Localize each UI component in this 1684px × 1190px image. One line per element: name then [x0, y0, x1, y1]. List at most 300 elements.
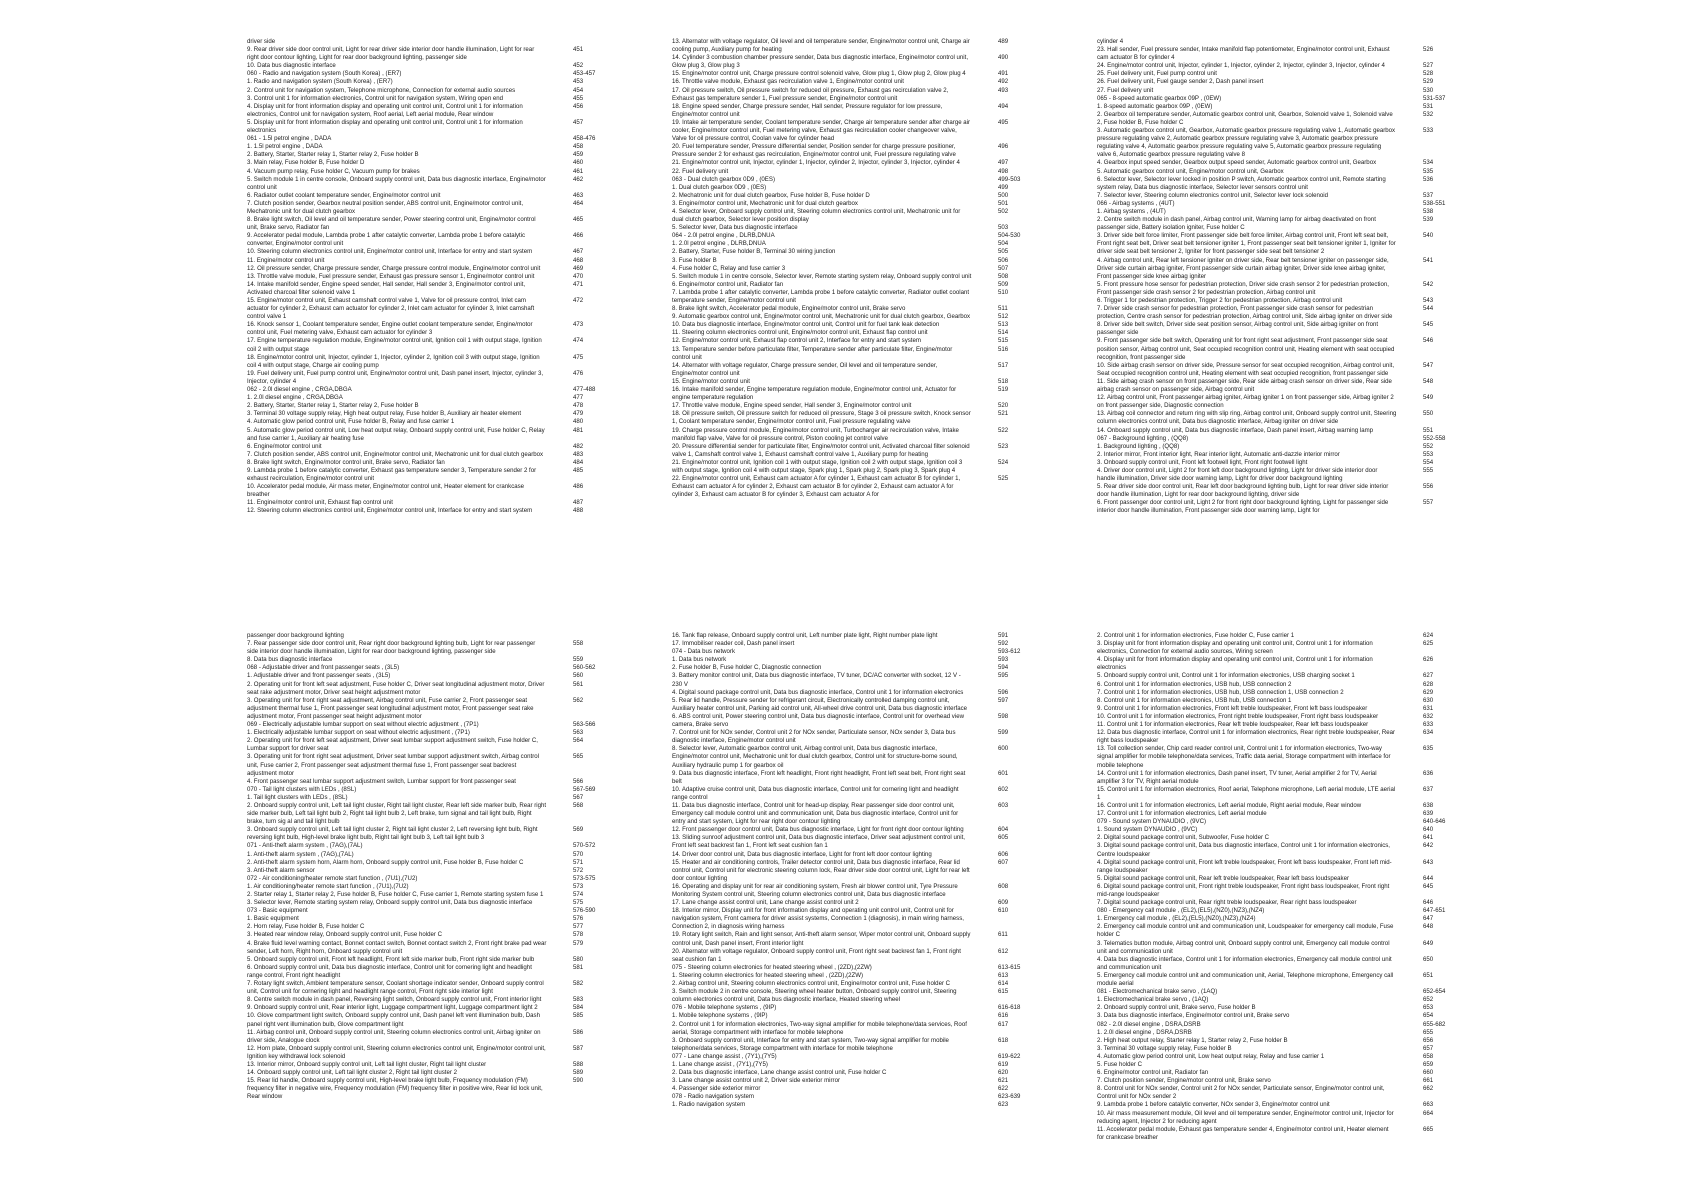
entry-page-number: 649	[1423, 939, 1434, 947]
entry-page-number: 542	[1423, 280, 1434, 288]
entry-text: driver side	[247, 38, 276, 45]
index-entry	[1097, 232, 1442, 256]
index-entry	[247, 95, 592, 103]
entry-page-number: 457	[573, 118, 584, 126]
entry-page-number: 557	[1423, 499, 1434, 507]
index-entry	[1097, 907, 1446, 915]
index-entry	[1097, 443, 1442, 451]
index-entry	[247, 200, 592, 216]
entry-page-number: 567-569	[573, 785, 596, 793]
entry-page-number: 636	[1423, 769, 1434, 777]
entry-text: 4. Display unit for front information display and operating unit control unit, Control unit 1 for information electronics	[1097, 656, 1373, 672]
index-entry	[672, 1061, 1017, 1069]
entry-page-number: 626	[1423, 656, 1434, 664]
entry-page-number: 606	[998, 850, 1009, 858]
entry-text: 8. Brake light switch, Accelerator pedal module, Engine/motor control unit, Brake servo	[672, 305, 906, 313]
entry-page-number: 537	[1423, 191, 1434, 199]
entry-text: 14. Alternator with voltage regulator, Charge pressure sender, Oil level and oil temperature sender, Engine/motor control unit	[672, 361, 938, 377]
entry-page-number: 641	[1423, 834, 1434, 842]
entry-page-number: 655	[1423, 1028, 1434, 1036]
entry-page-number: 522	[998, 426, 1009, 434]
index-entry	[672, 648, 1021, 656]
entry-page-number: 513	[998, 321, 1009, 329]
entry-text: 1. Electromechanical brake servo , (1AQ)	[1097, 996, 1209, 1004]
index-entry	[247, 459, 592, 467]
entry-text: 19. Intake air temperature sender, Coolant temperature sender, Charge air temperature sender after charge air cooler, Engine/motor control unit, Fuel metering valve, Exhaust gas recirculation cooler changeover valve, Valve for oil pressure control, Coolan valve for cylinder head	[672, 118, 971, 143]
entry-page-number: 496	[998, 143, 1009, 151]
index-entry	[672, 948, 1017, 964]
entry-page-number: 508	[998, 272, 1009, 280]
entry-page-number: 613-615	[998, 963, 1021, 971]
entry-text: 2. High heat output relay, Starter relay 1, Starter relay 2, Fuse holder B	[1097, 1036, 1288, 1044]
entry-text: 24. Engine/motor control unit, Injector, cylinder 1, Injector, cylinder 2, Injector, cylinder 3, Injector, cylinder 4	[1097, 62, 1385, 70]
entry-text: 10. Steering column electronics control unit, Engine/motor control unit, Interface for entry and start system	[247, 248, 533, 256]
index-entry	[1097, 451, 1442, 459]
index-entry	[672, 980, 1017, 988]
index-entry	[1097, 915, 1442, 923]
index-entry	[672, 232, 1021, 240]
entry-text: 4. Digital sound package control unit, Data bus diagnostic interface, Control unit 1 for information electronics	[672, 688, 964, 696]
entry-page-number: 561	[573, 680, 584, 688]
entry-page-number: 607	[998, 858, 1009, 866]
index-entry	[1097, 1012, 1442, 1020]
index-entry	[247, 632, 592, 640]
entry-text: 3. Heated rear window relay, Onboard supply control unit, Fuse holder C	[247, 931, 442, 939]
index-entry	[672, 729, 1017, 745]
entry-page-number: 529	[1423, 78, 1434, 86]
index-entry	[672, 386, 1017, 402]
entry-page-number: 633	[1423, 721, 1434, 729]
entry-text: 5. Display unit for front information display and operating unit control unit, Control unit 1 for information electronics	[247, 118, 523, 135]
index-entry	[1097, 70, 1442, 78]
index-entry	[1097, 656, 1442, 672]
entry-page-number: 652	[1423, 996, 1434, 1004]
index-entry	[672, 1012, 1017, 1020]
entry-text: 7. Digital sound package control unit, Rear right treble loudspeaker, Rear right bass loudspeaker	[1097, 899, 1357, 907]
entry-page-number: 625	[1423, 640, 1434, 648]
index-entry	[672, 851, 1017, 859]
entry-text: 10. Control unit 1 for information electronics, Front right treble loudspeaker, Front right bass loudspeaker	[1097, 712, 1379, 720]
entry-text: 2. Onboard supply control unit, Brake servo, Fuse holder B	[1097, 1004, 1256, 1012]
entry-page-number: 545	[1423, 321, 1434, 329]
index-entry	[672, 143, 1017, 159]
entry-text: 064 - 2.0l petrol engine , DLRB,DNUA	[672, 232, 775, 240]
entry-text: 4. Data bus diagnostic interface, Control unit 1 for information electronics, Emergency call module control unit and communication unit	[1097, 955, 1392, 971]
index-entry	[247, 394, 592, 402]
entry-text: 8. Control unit 1 for information electronics, USB hub, USB connection 1	[1097, 696, 1292, 704]
entry-text: 1. Basic equipment	[247, 915, 299, 923]
index-entry	[672, 346, 1017, 362]
entry-text: 6. Front passenger door control unit, Light 2 for front right door background lighting, Light for passenger side interior door handle illumination, Front passenger side door warning lamp, Light for	[1097, 499, 1389, 515]
entry-text: 27. Fuel delivery unit	[1097, 86, 1154, 94]
index-entry	[247, 135, 596, 143]
entry-page-number: 543	[1423, 297, 1434, 304]
index-entry	[1097, 770, 1442, 786]
index-entry	[1097, 378, 1442, 394]
index-entry	[672, 475, 1017, 499]
index-entry	[672, 362, 1017, 378]
entry-page-number: 575	[573, 899, 584, 907]
entry-text: 1. Data bus network	[672, 656, 727, 664]
entry-page-number: 511	[998, 305, 1008, 313]
entry-page-number: 604	[998, 826, 1009, 834]
entry-text: 079 - Sound system DYNAUDIO , (9VC)	[1097, 818, 1207, 826]
entry-text: 2. Mechatronic unit for dual clutch gearbox, Fuse holder B, Fuse holder D	[672, 191, 870, 199]
index-entry	[1097, 899, 1442, 907]
entry-page-number: 554	[1423, 458, 1434, 466]
index-entry	[672, 1085, 1017, 1093]
index-entry	[247, 248, 592, 256]
index-entry	[672, 459, 1017, 475]
index-entry	[247, 980, 592, 996]
entry-text: 1. 8-speed automatic gearbox 09P , (0EW)	[1097, 102, 1213, 110]
entry-text: 3. Engine/motor control unit, Mechatronic unit for dual clutch gearbox	[672, 199, 858, 207]
entry-text: 20. Alternator with voltage regulator, Onboard supply control unit, Front right seat backrest fan 1, Front right seat cushion fan 1	[672, 947, 961, 963]
entry-page-number: 600	[998, 745, 1009, 753]
entry-text: 3. Terminal 30 voltage supply relay, Fuse holder B	[1097, 1044, 1232, 1052]
index-entry	[1097, 394, 1442, 410]
entry-page-number: 517	[998, 361, 1009, 369]
entry-page-number: 630	[1423, 696, 1434, 704]
entry-page-number: 490	[998, 54, 1009, 62]
entry-text: 6. Onboard supply control unit, Data bus diagnostic interface, Control unit for cornering light and headlight range control, Front right headlight	[247, 963, 532, 979]
entry-text: 10. Glove compartment light switch, Onboard supply control unit, Dash panel left vent illumination bulb, Dash panel right vent illumination bulb, Glove compartment light	[247, 1012, 540, 1028]
index-entry	[1097, 192, 1442, 200]
entry-text: 21. Engine/motor control unit, Ignition coil 1 with output stage, Ignition coil 2 with output stage, Ignition coil 3 with output stage, Ignition coil 4 with output stage, Spark plug 1, Spark plug 2, Spark plug 3, Spark plug 4	[672, 458, 963, 474]
entry-text: 068 - Adjustable driver and front passenger seats , (3L5)	[247, 664, 400, 672]
entry-text: 2. Battery, Starter, Starter relay 1, Starter relay 2, Fuse holder B	[247, 151, 419, 159]
index-entry	[672, 208, 1017, 224]
index-entry	[672, 257, 1017, 265]
index-entry	[247, 1045, 592, 1061]
entry-page-number: 616-618	[998, 1004, 1021, 1012]
entry-page-number: 657	[1423, 1044, 1434, 1052]
entry-text: 14. Onboard supply control unit, Data bus diagnostic interface, Dash panel insert, Airbag warning lamp	[1097, 426, 1374, 434]
entry-text: 4. Display unit for front information display and operating unit control unit, Control unit 1 for information electronics, Control unit for navigation system, Roof aerial, Left aerial module, Rear window	[247, 102, 523, 118]
entry-text: 1. Electrically adjustable lumbar support on seat without electric adjustment , (7P1)	[247, 729, 470, 737]
entry-text: 17. Control unit 1 for information electronics, Left aerial module	[1097, 810, 1267, 818]
entry-text: 1. 2.0l diesel engine , DSRA,DSRB	[1097, 1028, 1192, 1036]
entry-text: 12. Airbag control unit, Front passenger airbag igniter, Airbag igniter 1 on front passenger side, Airbag igniter 2 on front passenger side, Diagnostic connection	[1097, 394, 1394, 410]
entry-page-number: 473	[573, 321, 584, 329]
entry-page-number: 540	[1423, 232, 1434, 240]
entry-text: 2. Fuse holder B, Fuse holder C, Diagnostic connection	[672, 664, 822, 672]
entry-text: 3. Main relay, Fuse holder B, Fuse holder D	[247, 159, 365, 167]
index-entry	[1097, 427, 1442, 435]
index-entry	[672, 329, 1017, 337]
entry-page-number: 598	[998, 712, 1009, 720]
index-entry	[1097, 62, 1442, 70]
entry-page-number: 525	[998, 475, 1009, 483]
entry-page-number: 488	[573, 507, 584, 515]
index-entry	[672, 224, 1017, 232]
index-entry	[672, 337, 1017, 345]
entry-text: 16. Knock sensor 1, Coolant temperature sender, Engine outlet coolant temperature sender, Engine/motor control unit, Fuel metering valve, Exhaust cam actuator for cylinder 3	[247, 321, 533, 337]
entry-text: 3. Operating unit for front right seat adjustment, Airbag control unit, Fuse carrier 2, Front passenger seat adjustment thermal fuse 1, Front passenger seat longitudinal adjustment motor, Front passenger seat rake adjustment motor, Front passenger seat height adjustment motor	[247, 696, 534, 720]
entry-page-number: 610	[998, 907, 1009, 915]
index-entry	[1097, 1069, 1442, 1077]
entry-text: 17. Immobiliser reader coil, Dash panel insert	[672, 640, 795, 648]
entry-text: 4. Brake fluid level warning contact, Bonnet contact switch, Bonnet contact switch 2, Front right brake pad wear sender, Left horn, Right horn, Onboard supply control unit	[247, 939, 547, 955]
entry-text: 3. Digital sound package control unit, Data bus diagnostic interface, Control unit 1 for information electronics, Centre loudspeaker	[1097, 842, 1390, 858]
entry-page-number: 480	[573, 418, 584, 426]
index-entry	[1097, 208, 1442, 216]
index-entry	[247, 159, 592, 167]
index-entry	[247, 915, 592, 923]
entry-page-number: 550	[1423, 410, 1434, 418]
entry-page-number: 596	[998, 688, 1009, 696]
entry-text: 15. Heater and air conditioning controls, Trailer detector control unit, Data bus diagnostic interface, Rear lid control unit, Control unit for electronic steering column lock, Rear driver side door control unit, Light for rear left door contour lighting	[672, 858, 970, 882]
index-entry	[1097, 321, 1442, 337]
entry-page-number: 594	[998, 664, 1009, 672]
entry-text: 2. Control unit for navigation system, Telephone microphone, Connection for external audio sources	[247, 86, 516, 94]
entry-page-number: 647	[1423, 915, 1434, 923]
index-entry	[672, 1101, 1017, 1109]
index-entry	[1097, 168, 1442, 176]
index-entry	[247, 483, 592, 499]
entry-page-number: 455	[573, 94, 584, 102]
entry-text: 2. Starter relay 1, Starter relay 2, Fuse holder B, Fuse holder C, Fuse carrier 1, Remote starting system fuse 1	[247, 891, 544, 898]
entry-text: 082 - 2.0l diesel engine , DSRA,DSRB	[1097, 1020, 1201, 1028]
index-entry	[247, 87, 592, 95]
entry-page-number: 642	[1423, 842, 1434, 850]
index-entry	[1097, 127, 1442, 159]
entry-page-number: 547	[1423, 361, 1434, 369]
entry-text: 2. Data bus diagnostic interface, Lane change assist control unit, Fuse holder C	[672, 1069, 887, 1077]
entry-page-number: 531-537	[1423, 94, 1446, 102]
entry-page-number: 523	[998, 442, 1009, 450]
index-entry	[247, 273, 592, 281]
index-entry	[1097, 1053, 1442, 1061]
index-entry	[247, 427, 592, 443]
entry-text: 18. Interior mirror, Display unit for front information display and operating unit control unit, Control unit for navigation system, Front camera for driver assist systems, Connection 1 (diagnosis), in main wiring harness, Connection 2, in diagnosis wiring harness	[672, 907, 964, 931]
index-entry	[247, 499, 592, 507]
index-entry	[672, 168, 1017, 176]
entry-page-number: 587	[573, 1044, 584, 1052]
entry-page-number: 458	[573, 143, 584, 151]
entry-page-number: 553	[1423, 450, 1434, 458]
index-entry	[247, 826, 592, 842]
index-entry	[672, 802, 1017, 826]
entry-text: 23. Hall sender, Fuel pressure sender, Intake manifold flap potentiometer, Engine/motor control unit, Exhaust cam actuator B for cylinder 4	[1097, 46, 1390, 62]
index-entry	[247, 176, 592, 192]
index-column-top-right	[1097, 38, 1446, 516]
entry-text: 18. Engine speed sender, Charge pressure sender, Hall sender, Pressure regulator for low pressure, Engine/motor control unit	[672, 102, 943, 118]
entry-text: 3. Operating unit for front right seat adjustment, Driver seat lumbar support adjustment switch, Airbag control unit, Fuse carrier 2, Front passenger seat adjustment thermal fuse 1, Front passenger seat backrest adjustment motor	[247, 753, 539, 777]
index-entry	[247, 337, 592, 353]
entry-page-number: 567	[573, 793, 584, 801]
entry-text: 3. Lane change assist control unit 2, Driver side exterior mirror	[672, 1077, 840, 1085]
index-entry	[247, 867, 592, 875]
entry-page-number: 481	[573, 426, 584, 434]
entry-text: 14. Onboard supply control unit, Left tail light cluster 2, Right tail light cluster 2	[247, 1069, 458, 1077]
entry-page-number: 646	[1423, 899, 1434, 907]
entry-text: 2. Operating unit for front left seat adjustment, Driver seat lumbar support adjustment switch, Fuse holder C, Lumbar support for driver seat	[247, 737, 538, 753]
entry-page-number: 588	[573, 1060, 584, 1068]
index-entry	[672, 859, 1017, 883]
entry-text: 6. Digital sound package control unit, Front right treble loudspeaker, Front right bass loudspeaker, Front right mid-range loudspeaker	[1097, 882, 1390, 898]
index-entry	[672, 826, 1017, 834]
index-entry	[672, 289, 1017, 305]
index-entry	[247, 996, 592, 1004]
index-entry	[1097, 281, 1442, 297]
entry-text: 7. Driver side crash sensor for pedestrian protection, Front passenger side crash sensor for pedestrian protection, Centre crash sensor for pedestrian protection, Airbag control unit, Side airbag igniter on driver side	[1097, 305, 1393, 321]
entry-page-number: 559	[573, 656, 584, 664]
entry-text: 14. Intake manifold sender, Engine speed sender, Hall sender, Hall sender 3, Engine/motor control unit, Activated charcoal filter solenoid valve 1	[247, 280, 526, 296]
index-entry	[672, 443, 1017, 459]
entry-page-number: 485	[573, 466, 584, 474]
entry-page-number: 599	[998, 729, 1009, 737]
index-entry	[247, 785, 596, 794]
index-entry	[247, 721, 596, 729]
index-entry	[247, 802, 592, 826]
entry-page-number: 477-488	[573, 386, 596, 394]
entry-text: 20. Fuel temperature sender, Pressure differential sender, Position sender for charge pressure positioner, Pressure sender 2 for exhaust gas recirculation, Engine/motor control unit, Fuel pressure regulating valve	[672, 143, 956, 159]
entry-text: 8. Centre switch module in dash panel, Reversing light switch, Onboard supply control unit, Front interior light	[247, 996, 542, 1004]
entry-page-number: 576	[573, 915, 584, 923]
index-entry	[1097, 499, 1442, 515]
entry-text: 076 - Mobile telephone systems , (9IP)	[672, 1004, 777, 1012]
entry-text: 8. Data bus diagnostic interface	[247, 656, 333, 664]
index-entry	[672, 1093, 1021, 1101]
entry-page-number: 504	[998, 240, 1009, 248]
index-entry	[1097, 818, 1446, 826]
entry-text: 11. Side airbag crash sensor on front passenger side, Rear side airbag crash sensor on driver side, Rear side airbag crash sensor on passenger side, Airbag control unit	[1097, 377, 1392, 394]
entry-text: 5. Selector lever, Data bus diagnostic interface	[672, 224, 798, 232]
index-entry	[247, 216, 592, 232]
entry-page-number: 566	[573, 777, 584, 785]
entry-page-number: 526	[1423, 46, 1434, 54]
index-entry	[247, 753, 592, 777]
entry-text: 3. Control unit 1 for information electronics, Control unit for navigation system, Wiring open end	[247, 94, 504, 102]
entry-text: 063 - Dual clutch gearbox 0D9 , (0ES)	[672, 175, 775, 183]
index-entry	[247, 62, 592, 70]
entry-page-number: 595	[998, 672, 1009, 680]
index-entry	[1097, 923, 1442, 939]
index-entry	[672, 713, 1017, 729]
entry-text: 2. Anti-theft alarm system horn, Alarm horn, Onboard supply control unit, Fuse holder B, Fuse holder C	[247, 858, 524, 866]
index-entry	[247, 842, 596, 850]
index-entry	[247, 737, 592, 753]
entry-page-number: 570-572	[573, 842, 596, 850]
entry-text: 3. Battery monitor control unit, Data bus diagnostic interface, TV tuner, DC/AC converter with socket, 12 V - 230 V	[672, 672, 961, 688]
entry-text: 3. Telematics button module, Airbag control unit, Onboard supply control unit, Emergency call module control unit and communication unit	[1097, 939, 1390, 955]
entry-text: 17. Throttle valve module, Engine speed sender, Hall sender 3, Engine/motor control unit	[672, 402, 912, 410]
entry-text: 13. Sliding sunroof adjustment control unit, Data bus diagnostic interface, Driver seat adjustment control unit, Front left seat backrest fan 1, Front left seat cushion fan 1	[672, 834, 965, 850]
entry-page-number: 573-575	[573, 874, 596, 882]
entry-text: 8. Brake light switch, Engine/motor control unit, Brake servo, Radiator fan	[247, 458, 445, 466]
index-entry	[1097, 1037, 1442, 1045]
entry-page-number: 580	[573, 955, 584, 963]
index-entry	[672, 834, 1017, 850]
entry-page-number: 520	[998, 402, 1009, 410]
entry-text: 2. Centre switch module in dash panel, Airbag control unit, Warning lamp for airbag deactivated on front passenger side, Battery isolation igniter, Fuse holder C	[1097, 216, 1376, 232]
index-entry	[1097, 38, 1442, 46]
entry-text: 4. Passenger side exterior mirror	[672, 1085, 761, 1093]
entry-text: 7. Clutch position sender, Engine/motor control unit, Brake servo	[1097, 1077, 1271, 1085]
index-entry	[247, 672, 592, 680]
index-entry	[247, 1061, 592, 1069]
index-entry	[1097, 1110, 1442, 1126]
index-entry	[672, 119, 1017, 143]
entry-page-number: 568	[573, 801, 584, 809]
entry-page-number: 603	[998, 801, 1009, 809]
entry-page-number: 552	[1423, 442, 1434, 450]
index-entry	[247, 103, 592, 119]
index-entry	[1097, 842, 1442, 858]
entry-page-number: 555	[1423, 466, 1434, 474]
index-entry	[1097, 483, 1442, 499]
entry-text: 7. Clutch position sender, ABS control unit, Engine/motor control unit, Mechatronic unit for dual clutch gearbox	[247, 450, 544, 458]
entry-page-number: 552-558	[1423, 434, 1446, 442]
index-entry	[1097, 697, 1442, 705]
entry-page-number: 544	[1423, 305, 1434, 313]
index-entry	[247, 1077, 592, 1101]
entry-page-number: 456	[573, 102, 584, 110]
index-entry	[1097, 1077, 1442, 1085]
entry-page-number: 468	[573, 256, 584, 264]
entry-page-number: 643	[1423, 858, 1434, 866]
entry-page-number: 466	[573, 232, 584, 240]
entry-text: 7. Control unit 1 for information electronics, USB hub, USB connection 1, USB connection 2	[1097, 688, 1344, 696]
index-entry	[1097, 434, 1446, 443]
entry-page-number: 479	[573, 410, 584, 418]
index-entry	[1097, 199, 1446, 208]
index-entry	[1097, 810, 1442, 818]
index-entry	[247, 402, 592, 410]
index-entry	[247, 891, 592, 899]
entry-page-number: 639	[1423, 810, 1434, 818]
index-entry	[247, 1069, 592, 1077]
entry-text: 061 - 1.5l petrol engine , DADA	[247, 135, 332, 143]
entry-page-number: 593-612	[998, 648, 1021, 656]
entry-page-number: 533	[1423, 127, 1434, 135]
entry-text: 11. Control unit 1 for information electronics, Rear left treble loudspeaker, Rear left bass loudspeaker	[1097, 721, 1369, 729]
index-entry	[672, 175, 1021, 184]
entry-page-number: 502	[998, 207, 1009, 215]
entry-text: passenger door background lighting	[247, 632, 344, 639]
index-entry	[1097, 216, 1442, 232]
entry-page-number: 482	[573, 442, 584, 450]
entry-text: 10. Adaptive cruise control unit, Data bus diagnostic interface, Control unit for cornering light and headlight range control	[672, 785, 959, 801]
index-entry	[1097, 46, 1442, 62]
entry-text: 5. Switch module 1 in centre console, Selector lever, Remote starting system relay, Onboard supply control unit	[672, 272, 972, 280]
entry-page-number: 629	[1423, 688, 1434, 696]
index-entry	[672, 1021, 1017, 1037]
entry-page-number: 662	[1423, 1085, 1434, 1093]
index-entry	[247, 265, 592, 273]
entry-page-number: 474	[573, 337, 584, 345]
index-entry	[672, 305, 1017, 313]
index-entry	[247, 794, 592, 802]
index-entry	[1097, 337, 1442, 361]
index-entry	[1097, 713, 1442, 721]
entry-page-number: 519	[998, 386, 1009, 394]
index-entry	[672, 672, 1017, 688]
index-entry	[247, 899, 592, 907]
index-entry	[247, 418, 592, 426]
entry-text: 1. Airbag systems , (4UT)	[1097, 207, 1166, 215]
entry-page-number: 563	[573, 729, 584, 737]
entry-text: 3. Onboard supply control unit, Front left footwell light, Front right footwell light	[1097, 458, 1308, 466]
index-entry	[672, 656, 1017, 664]
entry-page-number: 624	[1423, 632, 1434, 639]
entry-page-number: 514	[998, 329, 1009, 337]
index-entry	[672, 87, 1017, 103]
entry-text: 9. Front passenger side belt switch, Operating unit for front right seat adjustment, Front passenger side seat position sensor, Airbag control unit, Seat occupied recognition control unit, Heating element with seat occupied recognition, front passenger side	[1097, 337, 1395, 361]
entry-text: 2. Control unit 1 for information electronics, Fuse holder C, Fuse carrier 1	[1097, 632, 1295, 639]
entry-text: 1. Mobile telephone systems , (9IP)	[672, 1012, 768, 1020]
